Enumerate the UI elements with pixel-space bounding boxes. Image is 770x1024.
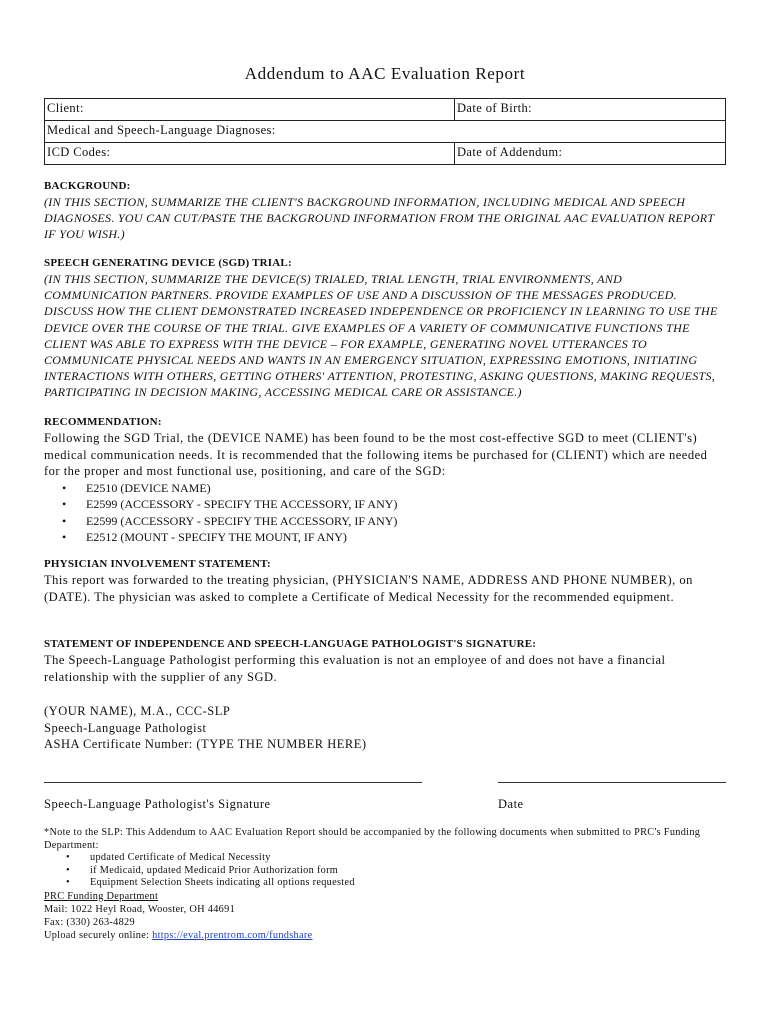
background-heading: BACKGROUND:	[44, 180, 131, 192]
physician-heading: PHYSICIAN INVOLVEMENT STATEMENT:	[44, 558, 271, 570]
physician-text: This report was forwarded to the treating physician, (PHYSICIAN'S NAME, ADDRESS AND PHONE NUMBER), on (DATE). The physician was asked to complete a Certificate of Medical Necessity for the recommended equipment.	[44, 573, 693, 604]
recommendation-section	[44, 416, 726, 546]
date-line[interactable]	[498, 782, 726, 784]
date-label: Date	[498, 797, 524, 811]
signature-line[interactable]	[44, 782, 422, 784]
list-item: • updated Certificate of Medical Necessity	[90, 852, 726, 865]
note-text: *Note to the SLP: This Addendum to AAC Evaluation Report should be accompanied by the following documents when submitted to PRC's Funding Department:	[44, 827, 701, 851]
client-cell: Client:	[45, 99, 455, 121]
diagnoses-cell: Medical and Speech-Language Diagnoses:	[45, 121, 726, 143]
date-of-birth-cell: Date of Birth:	[455, 99, 726, 121]
upload-link[interactable]: https://eval.prentrom.com/fundshare	[152, 929, 313, 941]
sgd-trial-section	[44, 257, 726, 401]
fax-number: Fax: (330) 263-4829	[44, 916, 135, 928]
list-item: • E2510 (DEVICE NAME)	[86, 480, 726, 497]
recommendation-heading: RECOMMENDATION:	[44, 416, 162, 428]
background-section	[44, 180, 726, 243]
equipment-code-list	[44, 480, 726, 546]
signature-labels	[44, 796, 726, 813]
slp-name: (YOUR NAME), M.A., CCC-SLP	[44, 704, 231, 718]
independence-text: The Speech-Language Pathologist performing this evaluation is not an employee of and does not have a financial relationship with the supplier of any SGD.	[44, 653, 666, 684]
list-item: • if Medicaid, updated Medicaid Prior Authorization form	[90, 865, 726, 878]
slp-role: Speech-Language Pathologist	[44, 720, 207, 735]
slp-credentials	[44, 703, 726, 753]
client-info-table	[44, 98, 726, 165]
upload-line	[44, 929, 726, 942]
list-item: • E2599 (ACCESSORY - SPECIFY THE ACCESSORY, IF ANY)	[86, 513, 726, 530]
date-of-addendum-cell: Date of Addendum:	[455, 143, 726, 165]
asha-number: ASHA Certificate Number: (TYPE THE NUMBER HERE)	[44, 737, 367, 751]
mail-address: Mail: 1022 Heyl Road, Wooster, OH 44691	[44, 903, 236, 915]
independence-heading: STATEMENT OF INDEPENDENCE AND SPEECH-LANGUAGE PATHOLOGIST'S SIGNATURE:	[44, 638, 537, 650]
list-item: • Equipment Selection Sheets indicating all options requested	[90, 877, 726, 890]
required-documents-list	[44, 852, 726, 890]
sgd-trial-text: (IN THIS SECTION, SUMMARIZE THE DEVICE(S) TRIALED, TRIAL LENGTH, TRIAL ENVIRONMENTS, AND COMMUNICATION PARTNERS. PROVIDE EXAMPLES OF USE AND A DISCUSSION OF THE MESSAGES PRODUCED. DISCUSS HOW THE CLIENT DEMONSTRATED INCREASED INDEPENDENCE OR PROFICIENCY IN LEARNING TO USE THE DEVICE OVER THE COURSE OF THE TRIAL. GIVE EXAMPLES OF A VARIETY OF COMMUNICATIVE FUNCTIONS THE CLIENT WAS ABLE TO EXPRESS WITH THE DEVICE – FOR EXAMPLE, GENERATING NOVEL UTTERANCES TO COMMUNICATE PHYSICAL NEEDS AND WANTS IN AN EMERGENCY SITUATION, EXPRESSING EMOTIONS, INITIATING INTERACTIONS WITH OTHERS, GETTING OTHERS' ATTENTION, PROTESTING, ASKING QUESTIONS, MAKING REQUESTS, PARTICIPATING IN DECISION MAKING, ACCESSING MEDICAL CARE OR ASSISTANCE.)	[44, 272, 718, 400]
sgd-trial-heading: SPEECH GENERATING DEVICE (SGD) TRIAL:	[44, 257, 292, 269]
icd-codes-cell: ICD Codes:	[45, 143, 455, 165]
document-title: Addendum to AAC Evaluation Report	[244, 64, 526, 83]
list-item: • E2599 (ACCESSORY - SPECIFY THE ACCESSORY, IF ANY)	[86, 496, 726, 513]
note-to-slp	[44, 826, 726, 942]
background-text: (IN THIS SECTION, SUMMARIZE THE CLIENT'S BACKGROUND INFORMATION, INCLUDING MEDICAL AND SPEECH DIAGNOSES. YOU CAN CUT/PASTE THE BACKGROUND INFORMATION FROM THE ORIGINAL AAC EVALUATION REPORT IF YOU WISH.)	[44, 195, 715, 242]
upload-label: Upload securely online:	[44, 929, 153, 941]
independence-section	[44, 638, 726, 685]
list-item: • E2512 (MOUNT - SPECIFY THE MOUNT, IF ANY)	[86, 529, 726, 546]
funding-department: PRC Funding Department	[44, 890, 159, 902]
signature-label: Speech-Language Pathologist's Signature	[44, 797, 271, 811]
recommendation-text: Following the SGD Trial, the (DEVICE NAME) has been found to be the most cost-effective SGD to meet (CLIENT's) medical communication needs. It is recommended that the following items be purchased for (CLIENT) which are needed for the proper and most functional use, positioning, and care of the SGD:	[44, 431, 708, 478]
physician-section	[44, 558, 726, 605]
